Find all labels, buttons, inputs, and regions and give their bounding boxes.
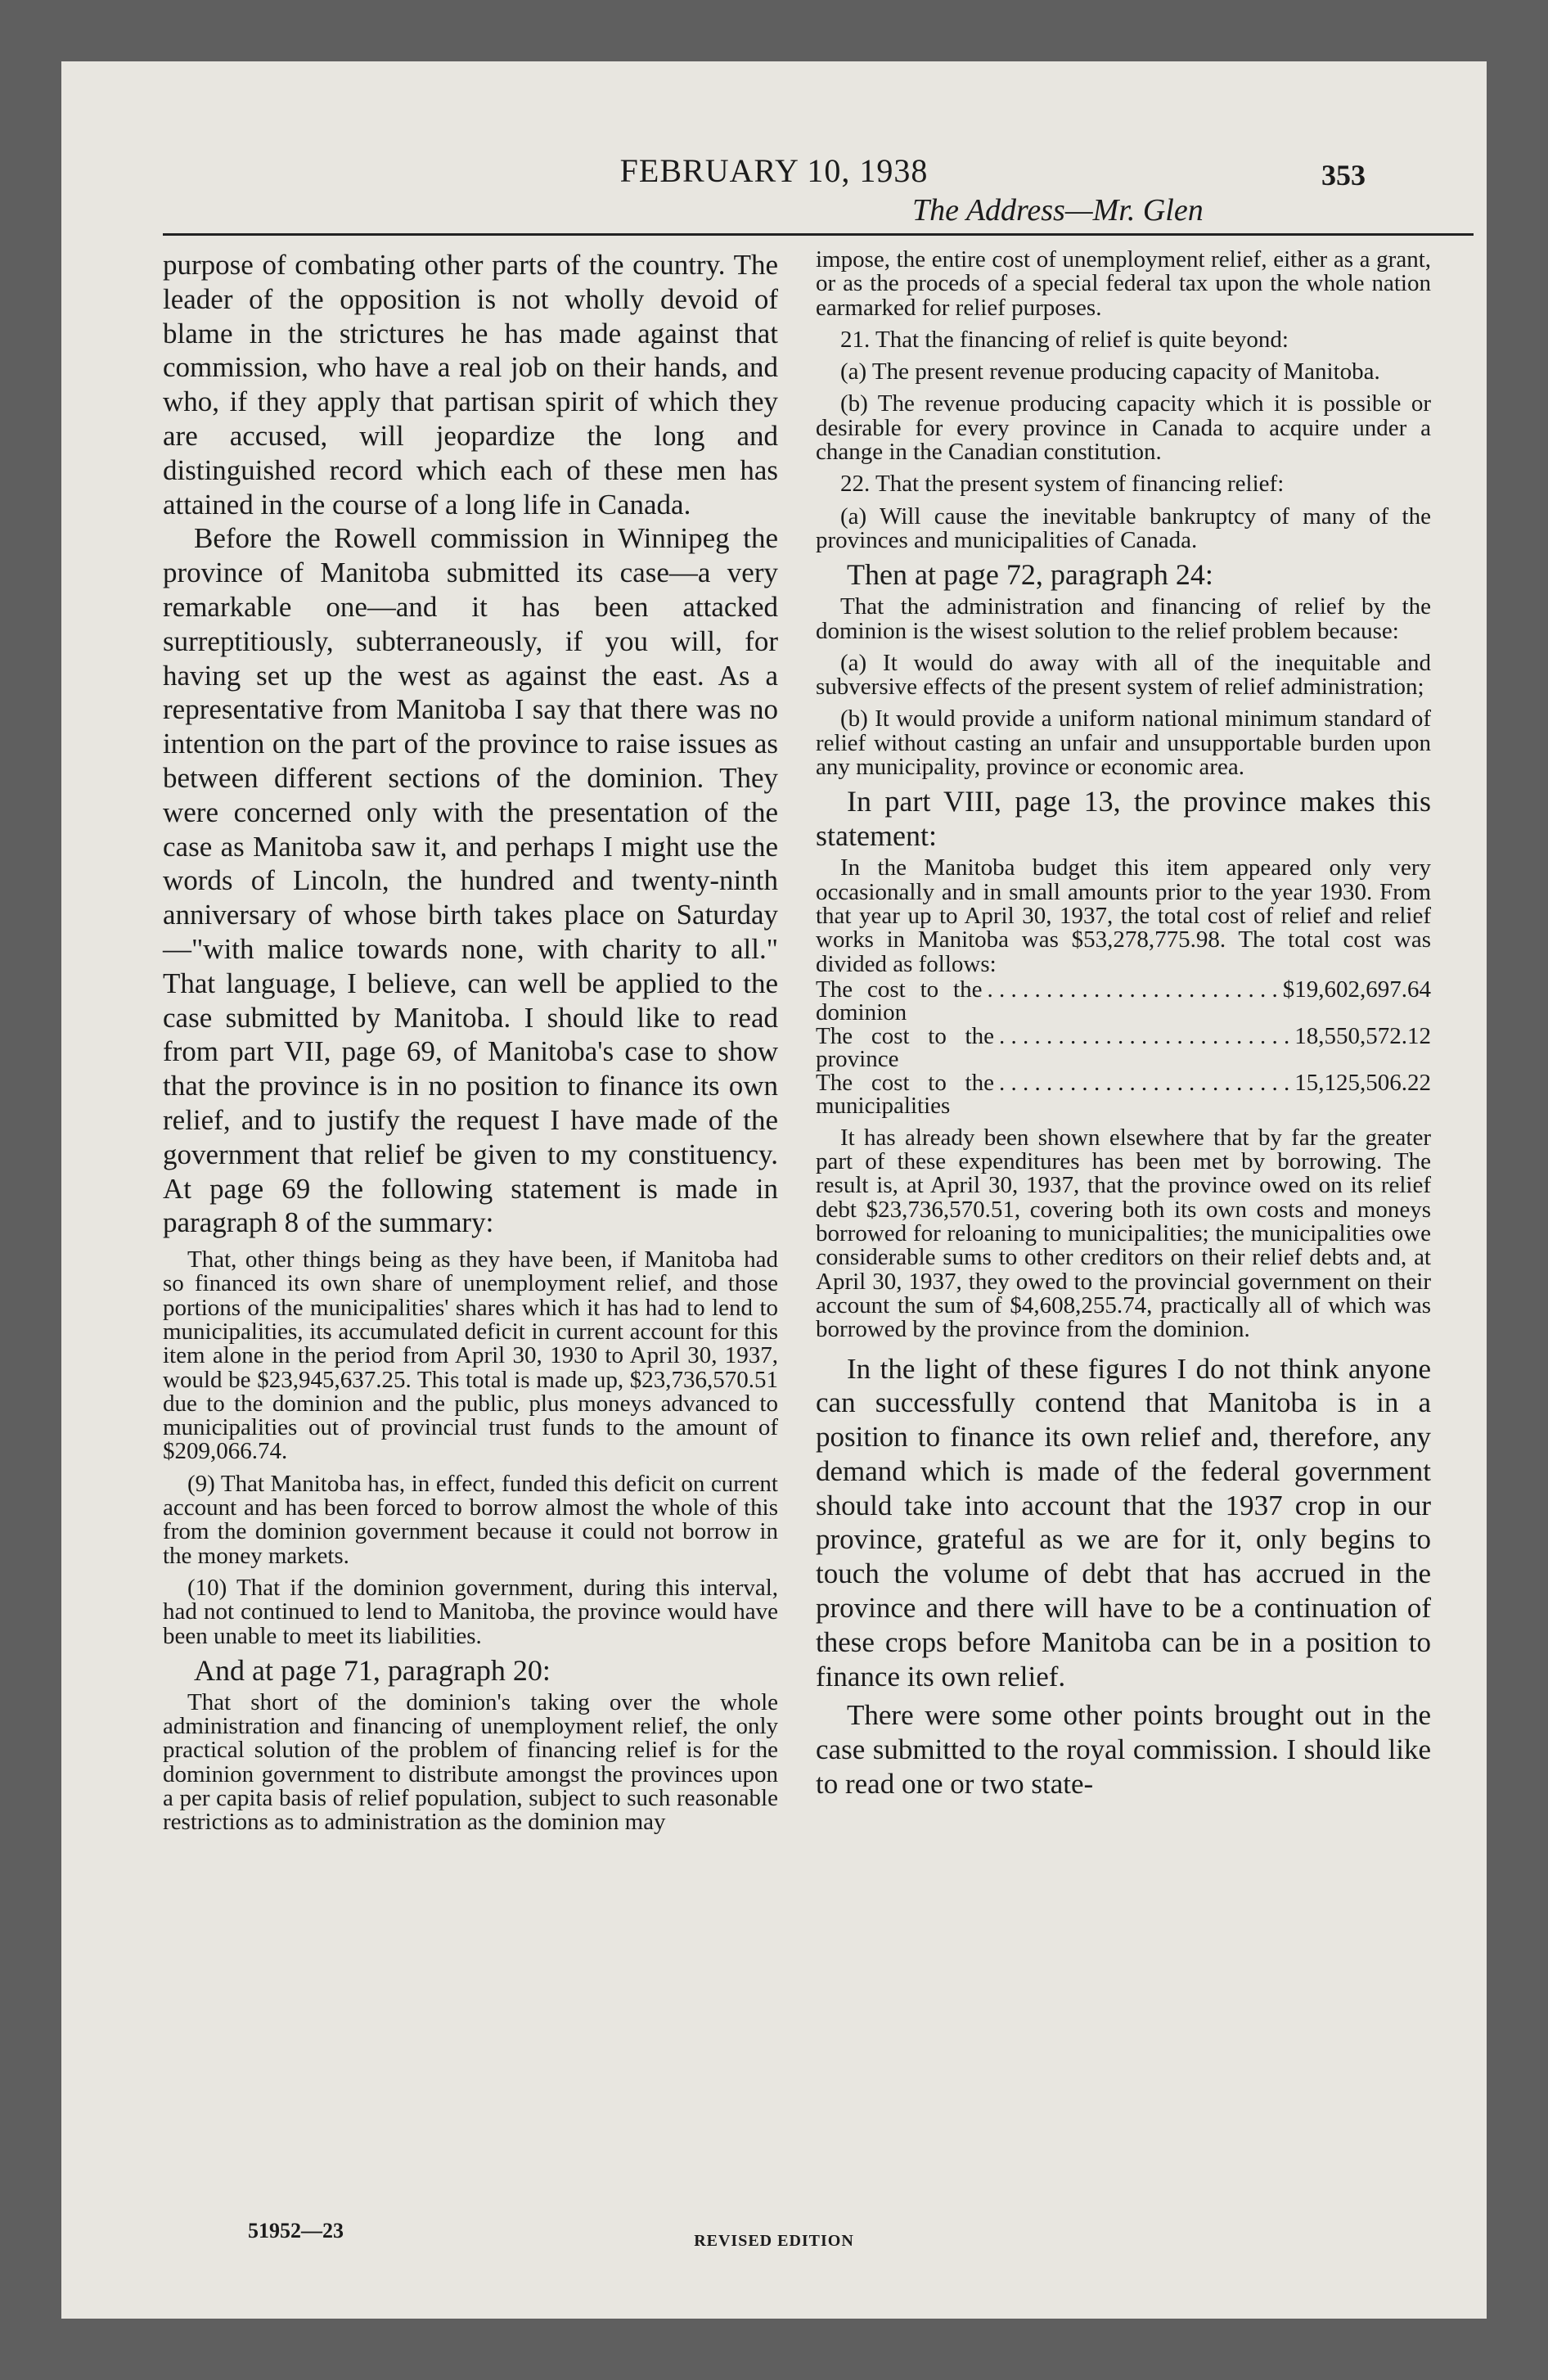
quotation: In the Manitoba budget this item appeared only very occasionally and in small amounts prior to the year 1930. From that year up to April 30, 1937, the total cost of relief and relief works in Manitoba was $53,278,775.98. The total cost was divided as follows: <box>816 854 1431 977</box>
header-date: FEBRUARY 10, 1938 <box>619 152 929 189</box>
lead-in: And at page 71, paragraph 20: <box>194 1653 551 1687</box>
quotation: (9) That Manitoba has, in effect, funded this deficit on current account and has been forced to borrow almost the whole of this from the dominion government because it could not borrow in the money markets. <box>163 1470 778 1569</box>
cost-label: The cost to the province <box>816 1022 994 1073</box>
cost-label: The cost to the municipalities <box>816 1069 994 1120</box>
page <box>61 61 1487 2319</box>
quotation: (b) It would provide a uniform national minimum standard of relief without casting an unfair and unsupportable burden upon any municipality, province or economic area. <box>816 705 1431 781</box>
paragraph: purpose of combating other parts of the country. The leader of the opposition is not wholly devoid of blame in the strictures he has made against that commission, who have a real job on their hands, and who, if they apply that partisan spirit of which they are accused, will jeopardize the long and distinguished record which each of these men has attained in the course of a long life in Canada. <box>163 249 778 521</box>
cost-amount: $19,602,697.64 <box>1282 976 1431 1003</box>
quotation: (a) The present revenue producing capacity of Manitoba. <box>840 358 1380 385</box>
paragraph: In the light of these figures I do not think anyone can successfully contend that Manitoba is in a position to finance its own relief and, therefore, any demand which is made of the federal government should take into account that the 1937 crop in our province, grateful as we are for it, only begins to touch the volume of debt that has accrued in the province and there will have to be a continuation of these crops before Manitoba can be in a position to finance its own relief. <box>816 1352 1431 1693</box>
quotation: It has already been shown elsewhere that by far the greater part of these expenditures has been met by borrowing. The result is, at April 30, 1937, that the province owed on its relief debt $23,736,570.51, covering both its own costs and moneys borrowed for reloaning to municipalities; the municipalities owe considerable sums to other creditors on their relief debts and, at April 30, 1937, they owed to the provincial government on their account the sum of $4,608,255.74, practically all of which was borrowed by the province from the dominion. <box>816 1124 1431 1343</box>
page-number: 353 <box>1321 159 1366 192</box>
quotation: That short of the dominion's taking over the whole administration and financing of unemployment relief, the only practical solution of the problem of financing relief is for the dominion government to distribute amongst the provinces upon a per capita basis of relief population, subject to such reasonable restrictions as to administration as the dominion may <box>163 1688 778 1836</box>
cost-row <box>816 1071 1431 1118</box>
paragraph: Before the Rowell commission in Winnipeg the province of Manitoba submitted its case—a very remarkable one—and it has been attacked surreptitiously, subterraneously, if you will, for having set up the west as against the east. As a representative from Manitoba I say that there was no intention on the part of the province to raise issues as between different sections of the dominion. They were concerned only with the presentation of the case as Manitoba saw it, and perhaps I might use the words of Lincoln, the hundred and twenty-ninth anniversary of whose birth takes place on Saturday—"with malice towards none, with charity to all." That language, I believe, can well be applied to the case submitted by Manitoba. I should like to read from part VII, page 69, of Manitoba's case to show that the province is in no position to finance its own relief, and to justify the request I have made of the government that relief be given to my constituency. At page 69 the following statement is made in paragraph 8 of the summary: <box>163 522 778 1239</box>
cost-amount: 18,550,572.12 <box>1294 1022 1431 1049</box>
left-column <box>163 248 778 2208</box>
header-rule <box>163 233 1474 236</box>
quotation: (a) Will cause the inevitable bankruptcy of many of the provinces and municipalities of Canada. <box>816 503 1431 553</box>
cost-row <box>816 1022 1431 1073</box>
print-code: 51952—23 <box>248 2219 344 2243</box>
running-head: The Address—Mr. Glen <box>912 193 1204 228</box>
paragraph: There were some other points brought out in the case submitted to the royal commission. I should like to read one or two state- <box>816 1699 1431 1801</box>
quotation: (b) The revenue producing capacity which it is possible or desirable for every province in Canada to acquire under a change in the Canadian constitution. <box>816 390 1431 466</box>
cost-row <box>816 978 1431 1025</box>
cost-breakdown <box>816 978 1431 1118</box>
right-column <box>816 248 1431 2208</box>
quotation: That the administration and financing of relief by the dominion is the wisest solution to the relief problem because: <box>816 593 1431 644</box>
leader-dots: . . . . . . . . . . . . . . . . . . . . . . . . . <box>999 1022 1290 1049</box>
lead-in: Then at page 72, paragraph 24: <box>847 558 1213 592</box>
leader-dots: . . . . . . . . . . . . . . . . . . . . . . . . . <box>999 1069 1290 1096</box>
quotation: impose, the entire cost of unemployment relief, either as a grant, or as the proceds of a special federal tax upon the whole nation earmarked for relief purposes. <box>816 246 1431 321</box>
cost-label: The cost to the dominion <box>816 976 983 1026</box>
quotation: 21. That the financing of relief is quite beyond: <box>840 326 1289 353</box>
quotation: (10) That if the dominion government, during this interval, had not continued to lend to Manitoba, the province would have been unable to meet its liabilities. <box>163 1574 778 1649</box>
quotation: 22. That the present system of financing relief: <box>840 471 1285 498</box>
lead-in: In part VIII, page 13, the province makes this statement: <box>816 785 1431 853</box>
quotation: (a) It would do away with all of the inequitable and subversive effects of the present system of relief administration; <box>816 649 1431 701</box>
cost-amount: 15,125,506.22 <box>1294 1069 1431 1096</box>
edition-note: REVISED EDITION <box>694 2232 854 2250</box>
quotation: That, other things being as they have been, if Manitoba had so financed its own share of unemployment relief, and those portions of the municipalities' shares which it has had to lend to municipalities, its accumulated deficit in current account for this item alone in the period from April 30, 1930 to April 30, 1937, would be $23,945,637.25. This total is made up, $23,736,570.51 due to the dominion and the public, plus moneys advanced to municipalities out of provincial trust funds to the amount of $209,066.74. <box>163 1246 778 1465</box>
leader-dots: . . . . . . . . . . . . . . . . . . . . . . . . . <box>987 976 1278 1003</box>
